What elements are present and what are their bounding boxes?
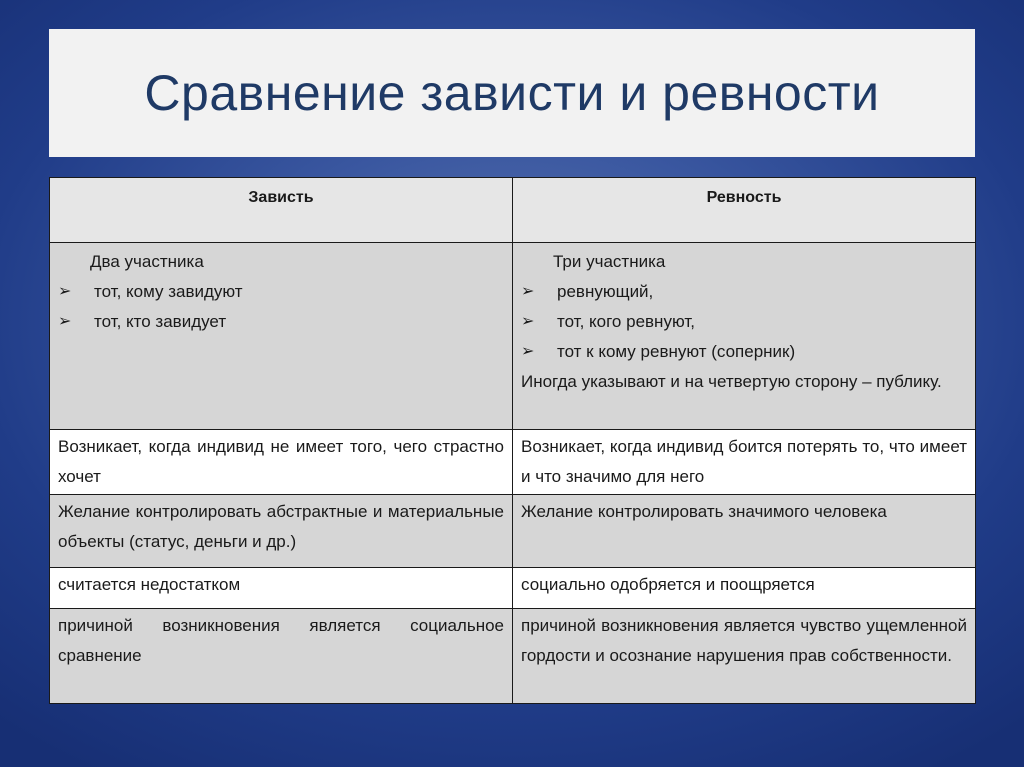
jealousy-participants-note: Иногда указывают и на четвертую сторону – публику. [521, 372, 942, 391]
header-jealousy: Ревность [513, 178, 976, 243]
table-row [50, 495, 976, 568]
jealousy-participant-2: тот, кого ревнуют, [557, 312, 695, 331]
list-item [521, 307, 967, 337]
jealousy-participant-3: тот к кому ревнуют (соперник) [557, 342, 796, 361]
arrow-bullet-icon: ➢ [58, 313, 72, 330]
envy-participants-title: Два участника [90, 252, 204, 271]
list-item [58, 307, 504, 337]
header-envy: Зависть [50, 178, 513, 243]
envy-participant-2: тот, кто завидует [94, 312, 227, 331]
slide-title-box [49, 29, 975, 157]
table-row [50, 609, 976, 704]
table-row [50, 430, 976, 495]
list-item [521, 337, 967, 367]
arrow-bullet-icon: ➢ [521, 283, 535, 300]
jealousy-cell-control: Желание контролировать значимого человека [513, 495, 976, 568]
arrow-bullet-icon: ➢ [521, 313, 535, 330]
participants-row [50, 243, 976, 430]
envy-participant-1: тот, кому завидуют [94, 282, 243, 301]
jealousy-participants-title: Три участника [553, 252, 666, 271]
table-row [50, 568, 976, 609]
arrow-bullet-icon: ➢ [58, 283, 72, 300]
envy-cell-control: Желание контролировать абстрактные и материальные объекты (статус, деньги и др.) [50, 495, 513, 568]
envy-participants-cell [50, 243, 513, 430]
jealousy-cell-arises: Возникает, когда индивид боится потерять то, что имеет и что значимо для него [513, 430, 976, 495]
envy-cell-arises: Возникает, когда индивид не имеет того, чего страстно хочет [50, 430, 513, 495]
list-item [58, 277, 504, 307]
jealousy-cell-evaluation: социально одобряется и поощряется [513, 568, 976, 609]
slide-title: Сравнение зависти и ревности [144, 65, 880, 121]
table-header-row [50, 178, 976, 243]
envy-cell-evaluation: считается недостатком [50, 568, 513, 609]
jealousy-cell-cause: причиной возникновения является чувство ущемленной гордости и осознание нарушения прав собственности. [513, 609, 976, 704]
arrow-bullet-icon: ➢ [521, 343, 535, 360]
comparison-table [49, 177, 976, 704]
list-item [521, 277, 967, 307]
jealousy-participant-1: ревнующий, [557, 282, 654, 301]
jealousy-participants-cell [513, 243, 976, 430]
envy-cell-cause: причиной возникновения является социальное сравнение [50, 609, 513, 704]
